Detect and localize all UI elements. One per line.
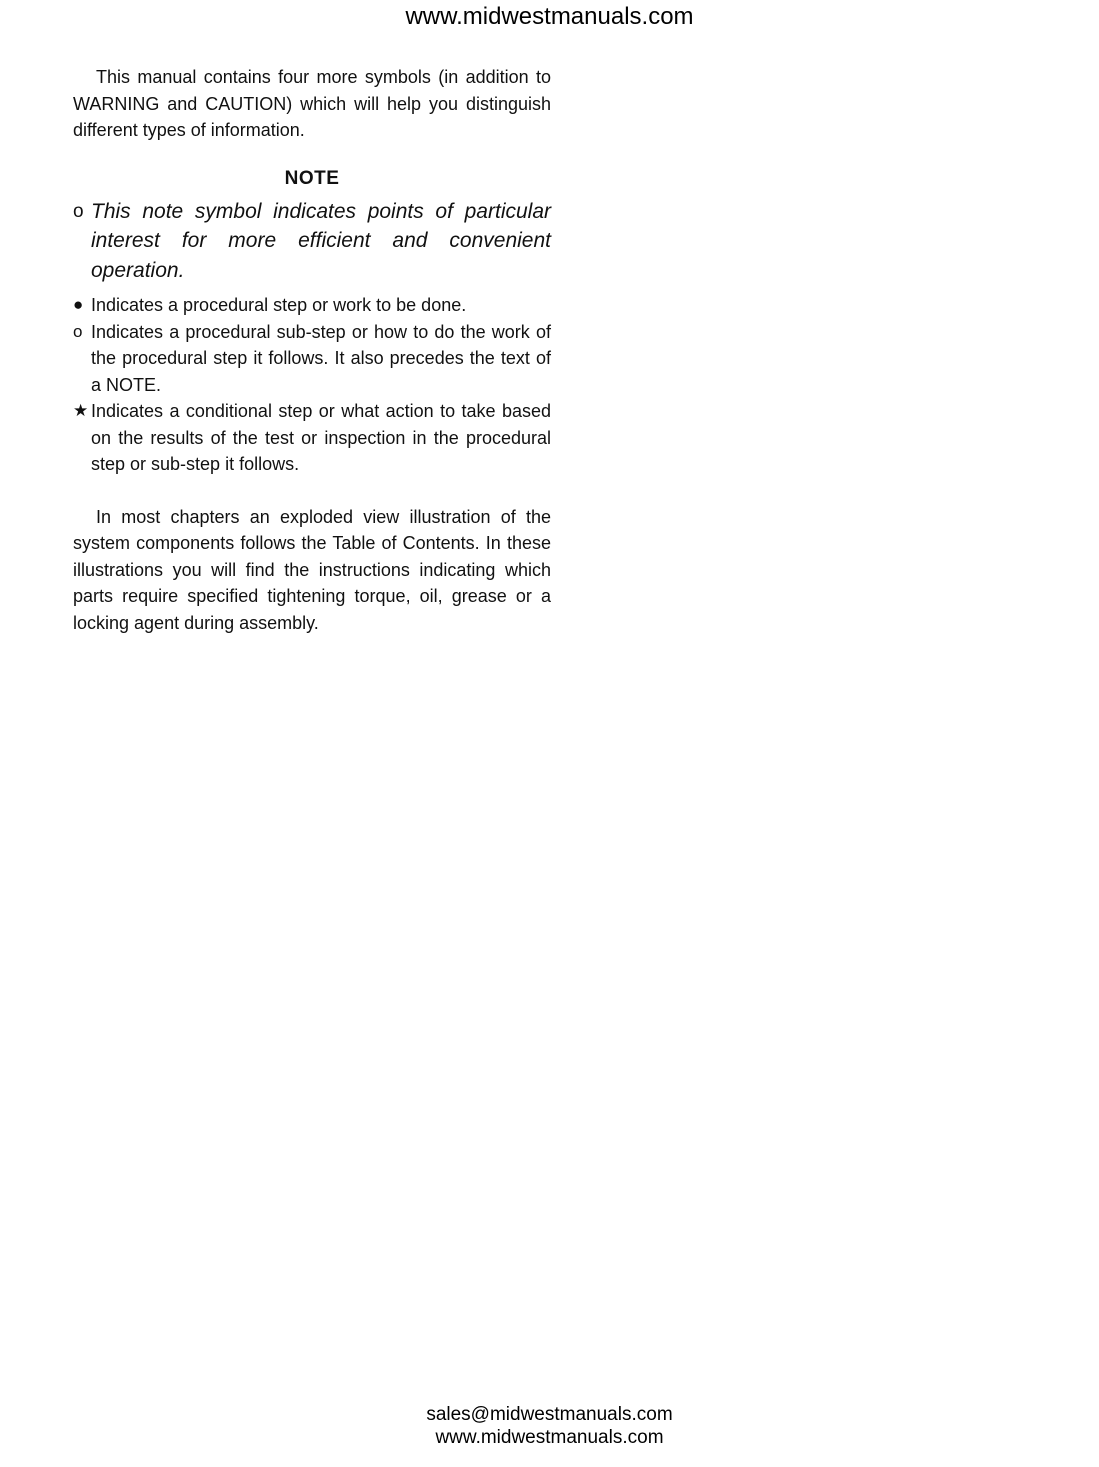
filled-circle-icon: ● xyxy=(73,295,84,314)
hollow-circle-icon: o xyxy=(73,200,84,222)
hollow-circle-icon: o xyxy=(73,321,83,341)
symbol-list-item xyxy=(73,319,551,399)
intro-paragraph: This manual contains four more symbols (in addition to WARNING and CAUTION) which will help you distinguish different types of information. xyxy=(73,67,551,140)
symbol-list-item xyxy=(73,292,551,319)
symbol-list-item xyxy=(73,398,551,478)
footer-website-link[interactable]: www.midwestmanuals.com xyxy=(435,1427,664,1448)
footer-email-link[interactable]: sales@midwestmanuals.com xyxy=(426,1404,673,1425)
note-body: This note symbol indicates points of particular interest for more efficient and convenient operation. xyxy=(91,199,551,282)
star-icon: ★ xyxy=(73,401,89,420)
symbol-description: Indicates a procedural sub-step or how to do the work of the procedural step it follows. It also precedes the text of a NOTE. xyxy=(91,321,551,395)
symbol-list xyxy=(73,292,551,478)
outro-paragraph: In most chapters an exploded view illustration of the system components follows the Table of Contents. In these illustrations you will find the instructions indicating which parts require specified tightening torque, oil, grease or a locking agent during assembly. xyxy=(73,506,551,633)
content-column xyxy=(73,64,551,636)
header-website-link[interactable]: www.midwestmanuals.com xyxy=(405,3,694,30)
symbol-description: Indicates a conditional step or what action to take based on the results of the test or inspection in the procedural step or sub-step it follows. xyxy=(91,401,551,474)
symbol-description: Indicates a procedural step or work to be done. xyxy=(91,295,467,315)
note-heading: NOTE xyxy=(284,167,340,189)
note-text xyxy=(73,197,551,286)
